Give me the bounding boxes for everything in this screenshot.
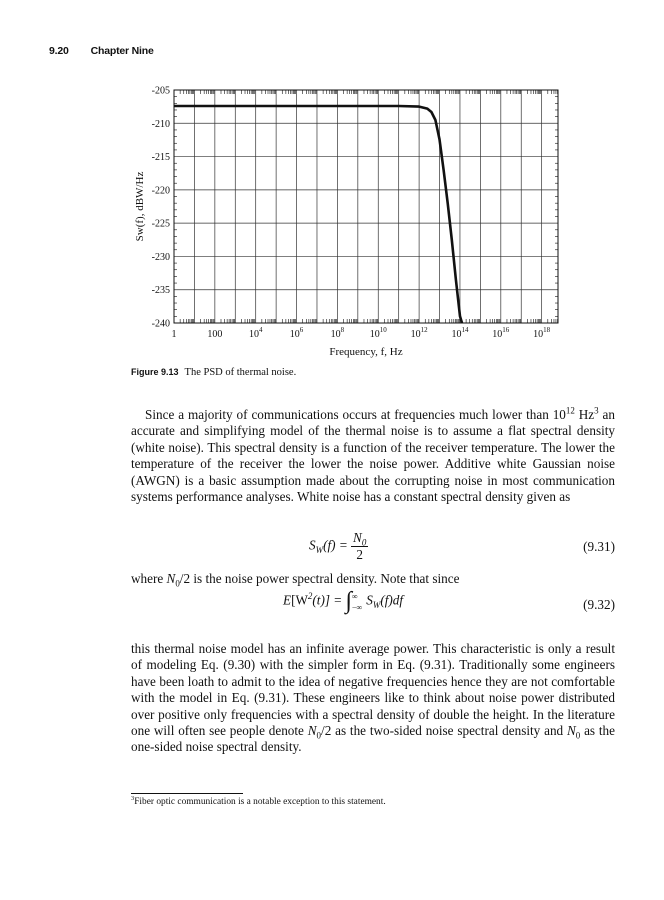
figure-caption-label: Figure 9.13 — [131, 367, 179, 377]
paragraph-3-var1: N — [307, 723, 317, 739]
integral-lower-limit: −∞ — [352, 602, 363, 612]
paragraph-3-var2-sub: 0 — [575, 730, 581, 741]
paragraph-2-text-a: where — [131, 571, 167, 586]
eq1-lhs: S — [309, 537, 316, 553]
x-tick-label: $10^6$ — [289, 326, 304, 340]
y-tick-label: -210 — [151, 118, 170, 130]
psd-chart — [0, 0, 664, 365]
y-tick-label: -215 — [151, 152, 170, 164]
x-tick-label: $10^{10}$ — [369, 326, 387, 340]
x-tick-label: $10^{12}$ — [410, 326, 428, 340]
integral-sign: ∫ — [345, 588, 353, 614]
paragraph-1-text-a: Since a majority of communications occurs at frequencies much lower than 10 — [145, 407, 566, 422]
chapter-title: Chapter Nine — [90, 45, 154, 57]
eq1-lhs-rest: (f) = — [323, 537, 348, 553]
y-axis-label: Sw(f), dBW/Hz — [134, 171, 146, 242]
eq2-lhs: E — [283, 592, 292, 608]
y-tick-label: -225 — [151, 218, 170, 230]
paragraph-1-text-c: an accurate and simplifying model of the thermal noise is to assume a flat spectral density (white noise). This spectral density is a function of the receiver temperature. The lower the temperature of the receiver the lower the noise power. Additive white Gaussian noise (AWGN) is a basic assumption made about the corrupting noise in most communication systems performance analyses. White noise has a constant spectral density given as — [131, 407, 615, 505]
paragraph-3-var1-sub: 0 — [316, 730, 322, 741]
integral-upper-limit: ∞ — [352, 591, 358, 601]
eq2-integrand: S — [366, 592, 373, 608]
figure-caption-text: The PSD of thermal noise. — [184, 367, 297, 378]
x-tick-label: $10^{18}$ — [533, 326, 551, 340]
paragraph-3 — [131, 641, 615, 756]
page-number: 9.20 — [49, 45, 69, 57]
eq1-fraction — [351, 530, 368, 563]
x-axis-label: Frequency, f, Hz — [329, 346, 403, 358]
footnote — [131, 794, 386, 807]
eq1-lhs-sub: W — [315, 545, 324, 556]
y-tick-label: -220 — [151, 185, 170, 197]
paragraph-1-text-b: Hz — [574, 407, 595, 422]
paragraph-2 — [131, 571, 615, 587]
equation-number-9-31: (9.31) — [583, 539, 615, 554]
paragraph-2-var-sub: 0 — [175, 578, 180, 589]
chart-ticks — [174, 90, 558, 323]
x-tick-label: $10^{16}$ — [492, 326, 510, 340]
paragraph-1 — [131, 407, 615, 505]
paragraph-3-var2: N — [566, 723, 576, 739]
eq2-integrand-rest: (f)df — [380, 592, 404, 608]
y-tick-label: -240 — [151, 318, 170, 330]
chart-grid — [174, 90, 558, 323]
eq2-lhs-rest: (t)] = — [312, 592, 343, 608]
eq1-denominator: 2 — [356, 547, 363, 562]
footnote-ref-3: 3 — [594, 405, 599, 416]
paragraph-3-text-a: this thermal noise model has an infinite average power. This characteristic is only a result of modeling Eq. (9.30) with the simpler form in Eq. (9.31). Traditionally some engineers have been loath to admit to the idea of negative frequencies hence they are not comfortable with the model in Eq. (9.31). These engineers like to think about noise power distributed over positive only frequencies with a spectral density of double the height. In the literature one will often see people denote — [131, 641, 615, 739]
eq2-lhs-sup: 2 — [307, 591, 313, 602]
exponent-12: 12 — [565, 405, 575, 416]
figure-caption — [131, 367, 296, 378]
y-tick-label: -230 — [151, 251, 170, 263]
y-tick-label: -205 — [151, 85, 170, 97]
plot-frame — [174, 90, 558, 323]
x-tick-label: $10^8$ — [330, 326, 345, 340]
paragraph-3-text-b: /2 as the two-sided noise spectral density and — [321, 723, 567, 739]
paragraph-3-text-c: as the one-sided noise spectral density. — [131, 723, 615, 755]
paragraph-2-text-b: /2 is the noise power spectral density. Note that since — [179, 571, 460, 586]
eq1-numerator-sub: 0 — [361, 537, 367, 548]
integral-limits — [352, 591, 362, 613]
chart-labels — [134, 86, 551, 359]
eq2-lhs-bracket: [W — [291, 592, 308, 608]
x-tick-label: $10^{14}$ — [451, 326, 469, 340]
equation-9-31 — [131, 530, 615, 560]
x-tick-label: $10^4$ — [248, 326, 263, 340]
footnote-marker: 3 — [131, 794, 135, 802]
eq2-integrand-sub: W — [372, 600, 381, 611]
footnote-rule — [131, 793, 243, 794]
x-tick-label: 1 — [171, 329, 177, 340]
footnote-text: Fiber optic communication is a notable exception to this statement. — [134, 797, 386, 807]
x-tick-label: 100 — [207, 329, 223, 340]
eq1-numerator: N — [353, 530, 362, 545]
paragraph-2-var: N — [166, 571, 176, 586]
equation-number-9-32: (9.32) — [583, 597, 615, 612]
y-tick-label: -235 — [151, 285, 170, 297]
equation-9-32 — [131, 588, 615, 618]
